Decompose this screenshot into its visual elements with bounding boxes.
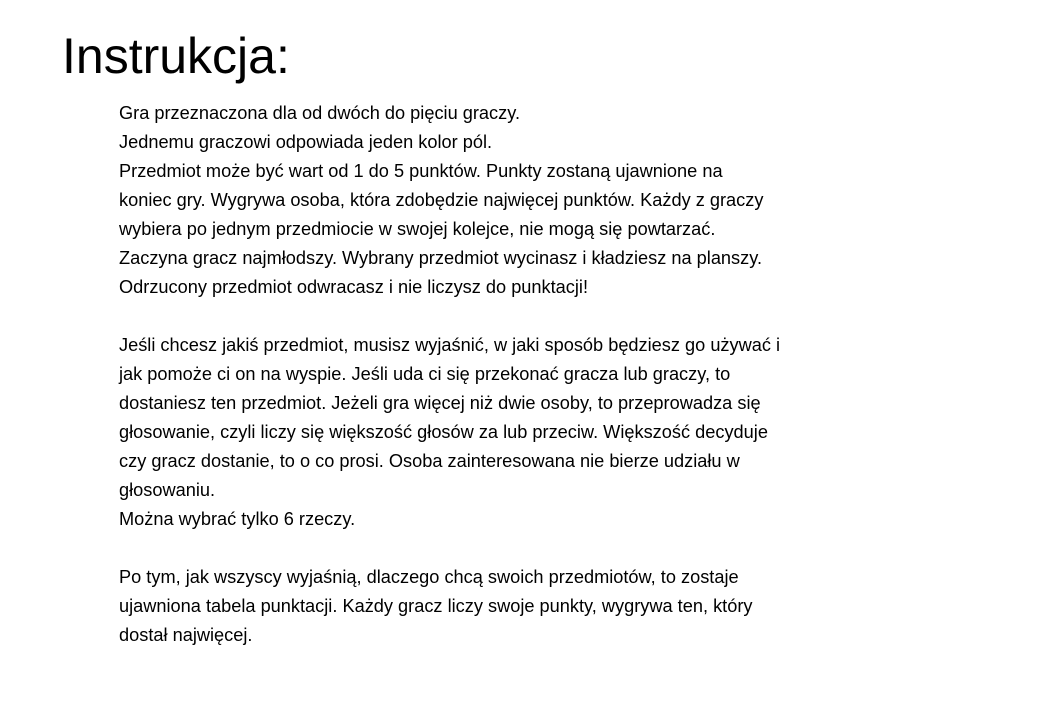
- text-line: Zaczyna gracz najmłodszy. Wybrany przedmiot wycinasz i kładziesz na planszy.: [119, 248, 763, 268]
- paragraph-scoring: [119, 563, 919, 650]
- text-line: Jeśli chcesz jakiś przedmiot, musisz wyjaśnić, w jaki sposób będziesz go używać i: [119, 335, 781, 355]
- text-line: dostaniesz ten przedmiot. Jeżeli gra więcej niż dwie osoby, to przeprowadza się: [119, 393, 761, 413]
- paragraph-rules: [119, 99, 919, 302]
- paragraph-voting: [119, 331, 919, 534]
- text-line: koniec gry. Wygrywa osoba, która zdobędzie najwięcej punktów. Każdy z graczy: [119, 190, 764, 210]
- text-line: Jednemu graczowi odpowiada jeden kolor pól.: [119, 132, 493, 152]
- slide-title: Instrukcja:: [62, 28, 290, 84]
- text-line: Odrzucony przedmiot odwracasz i nie liczysz do punktacji!: [119, 277, 589, 297]
- text-line: ujawniona tabela punktacji. Każdy gracz liczy swoje punkty, wygrywa ten, który: [119, 596, 753, 616]
- text-line: jak pomoże ci on na wyspie. Jeśli uda ci się przekonać gracza lub graczy, to: [119, 364, 731, 384]
- text-line: dostał najwięcej.: [119, 625, 253, 645]
- text-line: głosowaniu.: [119, 480, 216, 500]
- paragraph-spacer: [119, 534, 919, 563]
- instructions-body: [119, 99, 919, 650]
- text-line: Gra przeznaczona dla od dwóch do pięciu graczy.: [119, 103, 521, 123]
- text-line: głosowanie, czyli liczy się większość głosów za lub przeciw. Większość decyduje: [119, 422, 768, 442]
- text-line: Przedmiot może być wart od 1 do 5 punktów. Punkty zostaną ujawnione na: [119, 161, 723, 181]
- text-line: Można wybrać tylko 6 rzeczy.: [119, 509, 356, 529]
- text-line: czy gracz dostanie, to o co prosi. Osoba zainteresowana nie bierze udziału w: [119, 451, 740, 471]
- text-line: Po tym, jak wszyscy wyjaśnią, dlaczego chcą swoich przedmiotów, to zostaje: [119, 567, 739, 587]
- text-line: wybiera po jednym przedmiocie w swojej kolejce, nie mogą się powtarzać.: [119, 219, 716, 239]
- paragraph-spacer: [119, 302, 919, 331]
